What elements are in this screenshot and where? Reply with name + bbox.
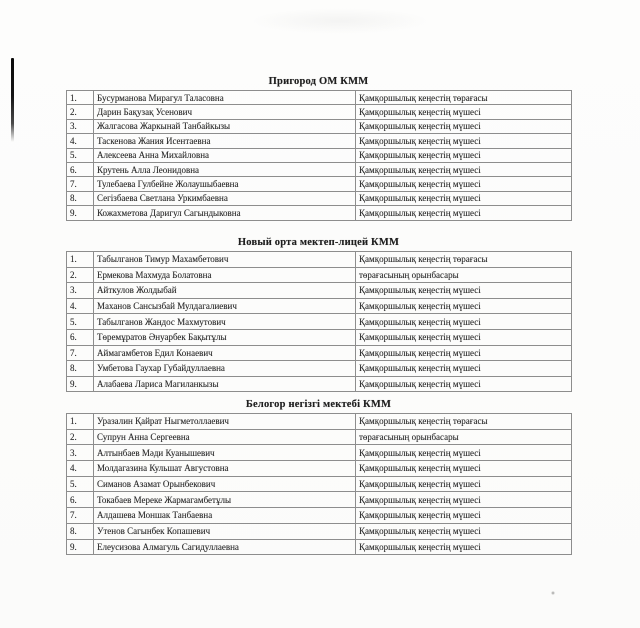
cell-num: 2. [67,429,94,445]
cell-name: Утенов Сагынбек Копашевич [94,523,356,539]
cell-num: 3. [67,283,94,299]
scan-speck [551,591,555,595]
cell-num: 5. [67,314,94,330]
cell-num: 9. [67,539,94,555]
cell-num: 6. [67,329,94,345]
table-row [67,191,572,205]
table-row [67,508,572,524]
cell-name: Табылганов Жандос Махмутович [94,314,356,330]
table-row [67,476,572,492]
cell-role: Қамқоршылық кеңестің мүшесі [356,177,572,191]
table-title: Белогор негізгі мектебі КММ [245,399,392,410]
table-title: Новый орта мектеп-лицей КММ [237,237,400,248]
table-row [67,429,572,445]
cell-num: 8. [67,191,94,205]
cell-name: Айткулов Жолдыбай [94,283,356,299]
cell-name: Табылганов Тимур Махамбетович [94,252,356,268]
cell-name: Супрун Анна Сергеевна [94,429,356,445]
cell-num: 1. [67,414,94,430]
cell-num: 6. [67,492,94,508]
table-body [67,414,572,555]
cell-name: Таскенова Жания Исентаевна [94,134,356,148]
cell-num: 7. [67,177,94,191]
table-section-prigorod [66,76,571,221]
table-section-novyi [66,237,571,392]
trustee-table [66,251,572,392]
cell-role: Қамқоршылық кеңестің мүшесі [356,445,572,461]
cell-num: 3. [67,119,94,133]
trustee-table [66,90,572,221]
cell-role: Қамқоршылық кеңестің мүшесі [356,539,572,555]
table-row [67,314,572,330]
cell-name: Сегізбаева Светлана Уркимбаевна [94,191,356,205]
cell-role: Қамқоршылық кеңестің мүшесі [356,345,572,361]
table-title: Пригород ОМ КММ [268,76,369,87]
cell-name: Алабаева Лариса Магиланкызы [94,376,356,392]
cell-num: 4. [67,134,94,148]
cell-num: 9. [67,206,94,220]
table-row [67,119,572,133]
cell-role: Қамқоршылық кеңестің мүшесі [356,148,572,162]
cell-role: Қамқоршылық кеңестің төрағасы [356,91,572,105]
cell-name: Крутень Алла Леонидовна [94,162,356,176]
cell-num: 9. [67,376,94,392]
cell-role: Қамқоршылық кеңестің мүшесі [356,191,572,205]
table-row [67,148,572,162]
cell-name: Аймагамбетов Едил Конаевич [94,345,356,361]
cell-role: Қамқоршылық кеңестің мүшесі [356,508,572,524]
cell-role: Қамқоршылық кеңестің мүшесі [356,329,572,345]
cell-num: 4. [67,298,94,314]
trustee-table [66,413,572,555]
cell-role: Қамқоршылық кеңестің мүшесі [356,314,572,330]
cell-name: Ермекова Махмуда Болатовна [94,267,356,283]
table-row [67,162,572,176]
cell-num: 1. [67,91,94,105]
cell-role: Қамқоршылық кеңестің мүшесі [356,492,572,508]
cell-role: Қамқоршылық кеңестің мүшесі [356,361,572,377]
cell-role: Қамқоршылық кеңестің мүшесі [356,461,572,477]
cell-name: Төремұратов Әнуарбек Бақытұлы [94,329,356,345]
table-row [67,492,572,508]
table-row [67,461,572,477]
cell-name: Бусурманова Мирагул Таласовна [94,91,356,105]
table-row [67,252,572,268]
table-row [67,414,572,430]
cell-role: Қамқоршылық кеңестің мүшесі [356,105,572,119]
cell-name: Алтынбаев Мәди Куанышевич [94,445,356,461]
table-body [67,252,572,392]
cell-role: Қамқоршылық кеңестің төрағасы [356,252,572,268]
table-row [67,376,572,392]
cell-name: Жалгасова Жаркынай Танбайкызы [94,119,356,133]
cell-num: 2. [67,105,94,119]
cell-num: 2. [67,267,94,283]
cell-role: Қамқоршылық кеңестің төрағасы [356,414,572,430]
table-row [67,361,572,377]
cell-role: Қамқоршылық кеңестің мүшесі [356,162,572,176]
cell-role: Қамқоршылық кеңестің мүшесі [356,206,572,220]
cell-num: 8. [67,361,94,377]
cell-role: Қамқоршылық кеңестің мүшесі [356,376,572,392]
cell-name: Алексеева Анна Михайловна [94,148,356,162]
table-row [67,91,572,105]
cell-name: Маханов Сансызбай Мулдагалиевич [94,298,356,314]
cell-role: Қамқоршылық кеңестің мүшесі [356,134,572,148]
cell-num: 3. [67,445,94,461]
cell-num: 5. [67,476,94,492]
cell-name: Тулебаева Гулбейне Жолаушыбаевна [94,177,356,191]
table-row [67,267,572,283]
cell-name: Елеусизова Алмагуль Сагидуллаевна [94,539,356,555]
table-section-belogor [66,399,571,555]
scan-smudge [250,8,430,34]
cell-name: Молдагазина Кульшат Августовна [94,461,356,477]
cell-num: 7. [67,345,94,361]
table-row [67,445,572,461]
table-body [67,91,572,221]
table-row [67,283,572,299]
table-row [67,539,572,555]
table-row [67,298,572,314]
cell-name: Умбетова Гаухар Губайдуллаевна [94,361,356,377]
cell-name: Кожахметова Даригул Сагындыковна [94,206,356,220]
cell-role: Қамқоршылық кеңестің мүшесі [356,119,572,133]
cell-name: Алдашева Моншак Танбаевна [94,508,356,524]
cell-role: Қамқоршылық кеңестің мүшесі [356,298,572,314]
cell-num: 7. [67,508,94,524]
cell-num: 5. [67,148,94,162]
cell-name: Дарин Бақузақ Усенович [94,105,356,119]
cell-num: 1. [67,252,94,268]
table-row [67,345,572,361]
scan-artifact-line [11,58,14,142]
cell-role: төрағасының орынбасары [356,429,572,445]
cell-role: төрағасының орынбасары [356,267,572,283]
cell-name: Токабаев Мереке Жармагамбетұлы [94,492,356,508]
cell-name: Симанов Азамат Орынбекович [94,476,356,492]
cell-num: 6. [67,162,94,176]
table-row [67,523,572,539]
cell-role: Қамқоршылық кеңестің мүшесі [356,283,572,299]
cell-name: Уразалин Қайрат Ныгметоллаевич [94,414,356,430]
table-row [67,329,572,345]
table-row [67,177,572,191]
cell-num: 8. [67,523,94,539]
table-row [67,206,572,220]
table-row [67,134,572,148]
cell-num: 4. [67,461,94,477]
table-row [67,105,572,119]
cell-role: Қамқоршылық кеңестің мүшесі [356,476,572,492]
cell-role: Қамқоршылық кеңестің мүшесі [356,523,572,539]
